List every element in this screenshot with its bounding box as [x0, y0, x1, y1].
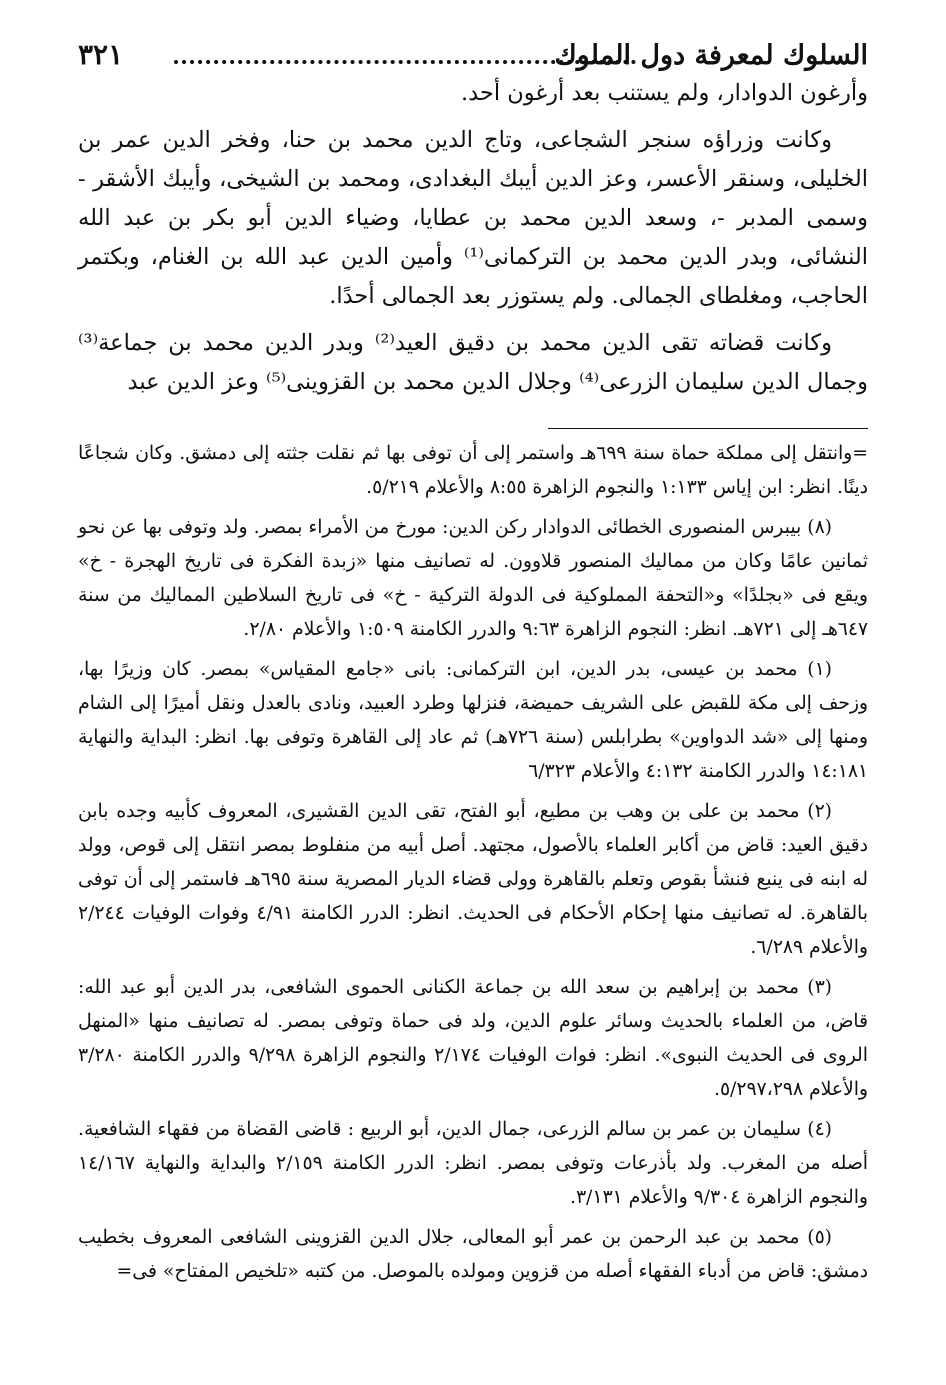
header-dot-leader	[174, 48, 636, 64]
footnotes	[78, 437, 868, 1289]
main-paragraph: وأرغون الدوادار، ولم يستنب بعد أرغون أحد.	[460, 80, 868, 106]
page-header	[78, 30, 868, 74]
footnote: (٤) سليمان بن عمر بن سالم الزرعى، جمال الدين، أبو الربيع : قاضى القضاة من فقهاء الشافعية. أصله من المغرب. ولد بأذرعات وتوفى بمصر. انظر: الدرر الكامنة ٢/١٥٩ والبداية والنهاية ١٤/١٦٧ والنجوم الزاهرة ٩/٣٠٤ والأعلام ٣/١٣١.	[78, 1119, 868, 1208]
footnote-divider	[548, 428, 868, 429]
footnote: (٣) محمد بن إبراهيم بن سعد الله بن جماعة الكنانى الحموى الشافعى، بدر الدين أبو عبد الله: قاض، من العلماء بالحديث وسائر علوم الدين، ولد فى حماة وتوفى بمصر. له تصانيف منها «المنهل الروى فى الحديث النبوى». انظر: فوات الوفيات ٢/١٧٤ والنجوم الزاهرة ٩/٢٩٨ والدرر الكامنة ٣/٢٨٠ والأعلام ٥/٢٩٧،٢٩٨.	[78, 977, 868, 1100]
footnote: (٢) محمد بن على بن وهب بن مطيع، أبو الفتح، تقى الدين القشيرى، المعروف كأبيه وجده بابن دقيق العيد: قاض من أكابر العلماء بالأصول، مجتهد. أصل أبيه من منفلوط بمصر انتقل إلى قوص، وولد له ابنه فى ينبع فنشأ بقوص وتعلم بالقاهرة وولى قضاء الديار المصرية سنة ٦٩٥هـ فاستمر إلى أن توفى بالقاهرة. له تصانيف منها إحكام الأحكام فى الحديث. انظر: الدرر الكامنة ٤/٩١ وفوات الوفيات ٢/٢٤٤ والأعلام ٦/٢٨٩.	[78, 801, 869, 958]
main-paragraph: وكانت قضاته تقى الدين محمد بن دقيق العيد⁽²⁾ وبدر الدين محمد بن جماعة⁽³⁾ وجمال الدين سليمان الزرعى⁽⁴⁾ وجلال الدين محمد بن القزوينى⁽⁵⁾ وعز الدين عبد	[78, 330, 868, 395]
running-title: السلوك لمعرفة دول الملوك	[554, 40, 868, 71]
main-paragraph: وكانت وزراؤه سنجر الشجاعى، وتاج الدين محمد بن حنا، وفخر الدين عمر بن الخليلى، وسنقر الأعسر، وعز الدين أيبك البغدادى، ومحمد بن الشيخى، وأيبك الأشقر - وسمى المدبر -، وسعد الدين محمد بن عطايا، وضياء الدين أبو بكر بن عبد الله النشائى، وبدر الدين محمد بن التركمانى⁽¹⁾ وأمين الدين عبد الله بن الغنام، وبكتمر الحاجب، ومغلطاى الجمالى. ولم يستوزر بعد الجمالى أحدًا.	[78, 127, 868, 309]
main-text	[78, 74, 868, 402]
footnote: (٨) بيبرس المنصورى الخطائى الدوادار ركن الدين: مورخ من الأمراء بمصر. ولد وتوفى بها عن نحو ثمانين عامًا وكان من مماليك المنصور قلاوون. له تصانيف منها «زبدة الفكرة فى تاريخ الهجرة - خ» ويقع فى «بجلدًا» و«التحفة المملوكية فى الدولة التركية - خ» فى تاريخ السلاطين المماليك من سنة ٦٤٧هـ إلى ٧٢١هـ. انظر: النجوم الزاهرة ٩:٦٣ والدرر الكامنة ١:٥٠٩ والأعلام ٢/٨٠.	[78, 517, 868, 640]
footnote: (٥) محمد بن عبد الرحمن بن عمر أبو المعالى، جلال الدين القزوينى الشافعى المعروف بخطيب دمشق: قاض من أدباء الفقهاء أصله من قزوين ومولده بالموصل. من كتبه «تلخيص المفتاح» فى=	[78, 1227, 868, 1282]
book-page	[78, 30, 868, 1360]
footnote: (١) محمد بن عيسى، بدر الدين، ابن التركمانى: بانى «جامع المقياس» بمصر. كان وزيرًا بها، وزحف إلى مكة للقبض على الشريف حميضة، فنزلها وطرد العبيد، ونادى بالعدل ونقل أميرًا إلى الشام ومنها إلى «شد الدواوين» بطرابلس (سنة ٧٢٦هـ) ثم عاد إلى القاهرة وتوفى بها. انظر: البداية والنهاية ١٤:١٨١ والدرر الكامنة ٤:١٣٢ والأعلام ٦/٣٢٣	[78, 659, 868, 782]
footnote-continuation: =وانتقل إلى مملكة حماة سنة ٦٩٩هـ واستمر إلى أن توفى بها ثم نقلت جثته إلى دمشق. وكان شجاعًا دينًا. انظر: ابن إياس ١:١٣٣ والنجوم الزاهرة ٨:٥٥ والأعلام ٥/٢١٩.	[78, 443, 868, 498]
page-number: ٣٢١	[78, 38, 124, 71]
